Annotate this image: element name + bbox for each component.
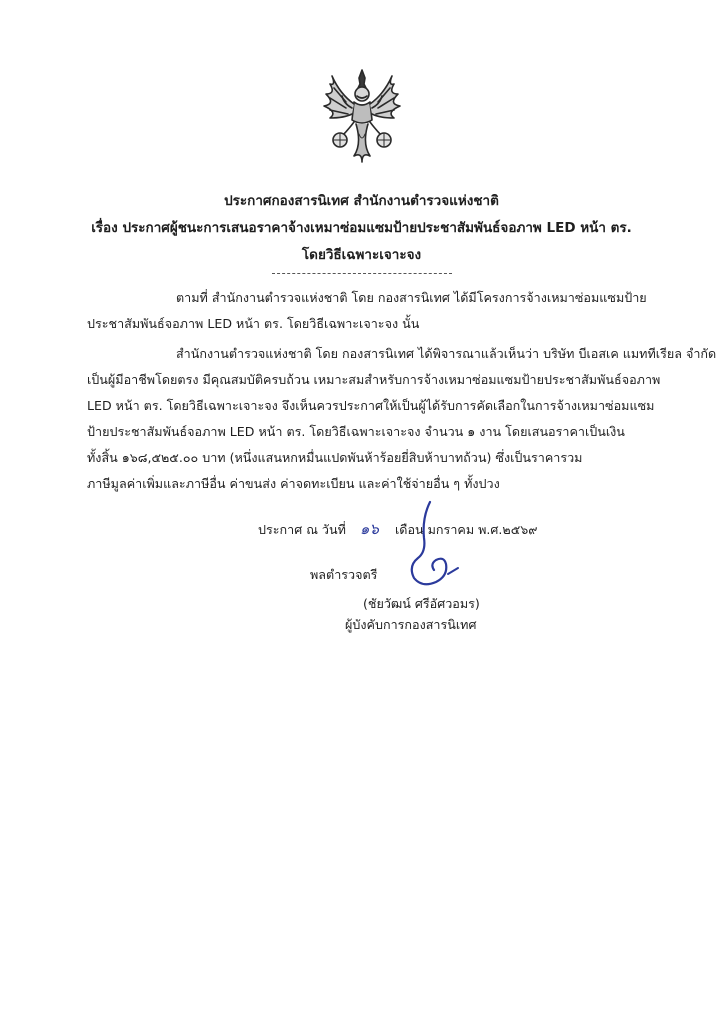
date-day: ๑๖ [359,520,379,538]
garuda-emblem-icon [312,64,412,166]
paragraph-1-line-2: ประชาสัมพันธ์จอภาพ LED หน้า ตร. โดยวิธีเฉพาะเจาะจง นั้น [87,316,420,331]
paragraph-2-line-2: เป็นผู้มีอาชีพโดยตรง มีคุณสมบัติครบถ้วน เหมาะสมสำหรับการจ้างเหมาซ่อมแซมป้ายประชาสัมพันธ์จอภาพ [87,372,661,387]
signatory-position: ผู้บังคับการกองสารนิเทศ [345,617,477,632]
date-month-year: เดือน มกราคม พ.ศ.๒๕๖๙ [394,522,538,537]
announcement-subject: เรื่อง ประกาศผู้ชนะการเสนอราคาจ้างเหมาซ่อมแซมป้ายประชาสัมพันธ์จอภาพ LED หน้า ตร. [91,220,632,236]
paragraph-2-line-3: LED หน้า ตร. โดยวิธีเฉพาะเจาะจง จึงเห็นควรประกาศให้เป็นผู้ได้รับการคัดเลือกในการจ้างเหมาซ่อมแซม [87,398,655,413]
announcement-issuer: ประกาศกองสารนิเทศ สำนักงานตำรวจแห่งชาติ [224,193,499,209]
paragraph-2-line-6: ภาษีมูลค่าเพิ่มและภาษีอื่น ค่าขนส่ง ค่าจดทะเบียน และค่าใช้จ่ายอื่น ๆ ทั้งปวง [87,476,500,491]
signatory-rank: พลตำรวจตรี [310,567,378,582]
paragraph-2-line-4: ป้ายประชาสัมพันธ์จอภาพ LED หน้า ตร. โดยวิธีเฉพาะเจาะจง จำนวน ๑ งาน โดยเสนอราคาเป็นเงิน [87,424,625,439]
paragraph-1-line-1: ตามที่ สำนักงานตำรวจแห่งชาติ โดย กองสารนิเทศ ได้มีโครงการจ้างเหมาซ่อมแซมป้าย [176,290,647,305]
procurement-method: โดยวิธีเฉพาะเจาะจง [301,247,422,263]
paragraph-2-line-1: สำนักงานตำรวจแห่งชาติ โดย กองสารนิเทศ ได้พิจารณาแล้วเห็นว่า บริษัท บีเอสเค แมททีเรียล จำกัด [176,346,717,361]
divider [272,273,452,274]
paragraph-2-line-5: ทั้งสิ้น ๑๖๘,๕๒๕.๐๐ บาท (หนึ่งแสนหกหมื่นแปดพันห้าร้อยยี่สิบห้าบาทถ้วน) ซึ่งเป็นราคารวม [87,450,583,465]
signature-mark [396,498,462,590]
date-prefix: ประกาศ ณ วันที่ [258,522,346,537]
signatory-name: (ชัยวัฒน์ ศรีอัศวอมร) [363,596,480,611]
